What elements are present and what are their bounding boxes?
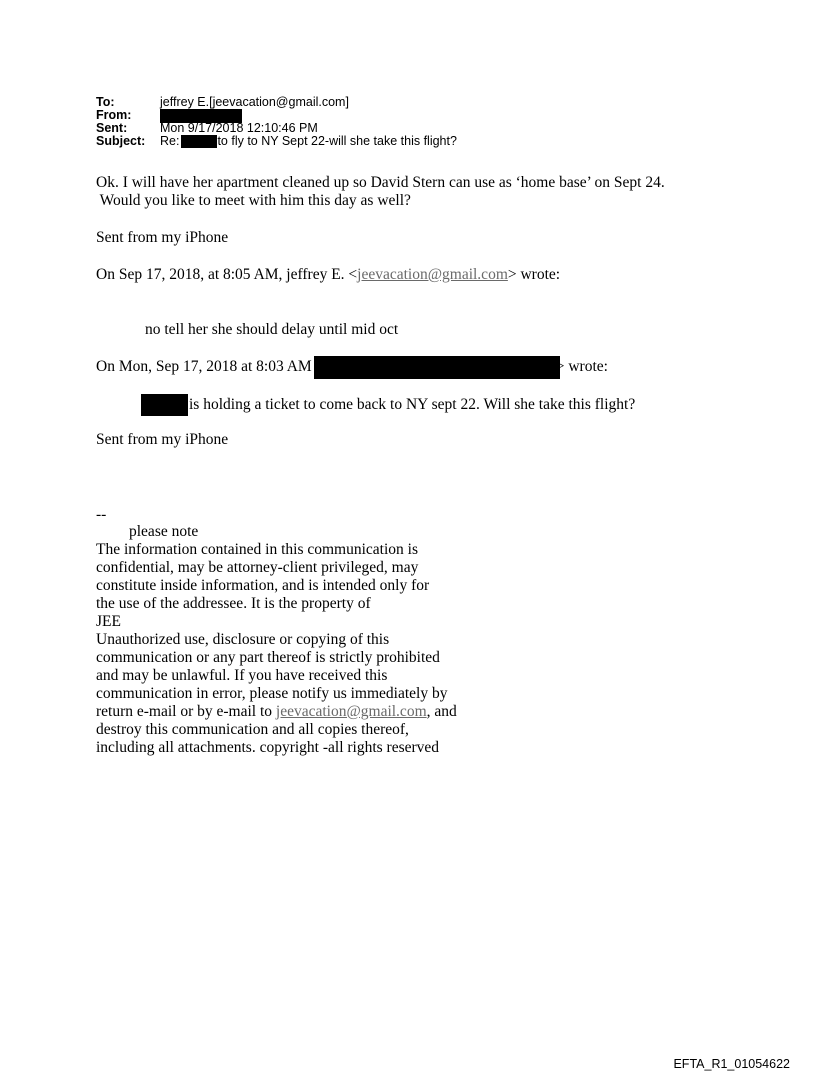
redaction-box: [314, 356, 560, 379]
body-line-1: Ok. I will have her apartment cleaned up so David Stern can use as ‘home base’ on Sept 24.: [96, 174, 665, 191]
redaction-box: [141, 394, 188, 416]
to-value: jeffrey E.[jeevacation@gmail.com]: [160, 95, 349, 109]
subject-value: [160, 135, 457, 148]
disclaimer-line: the use of the addressee. It is the property of: [96, 595, 371, 612]
body-line-2: Would you like to meet with him this day as well?: [96, 192, 411, 209]
disclaimer-line: JEE: [96, 613, 121, 630]
sent-from-iphone-1: Sent from my iPhone: [96, 229, 229, 246]
quote-header-1: [96, 266, 560, 284]
quote1-prefix: On Sep 17, 2018, at 8:05 AM, jeffrey E. <: [96, 266, 358, 283]
disclaimer-line-return: [96, 703, 457, 721]
disclaimer-line: including all attachments. copyright -all rights reserved: [96, 739, 440, 756]
disclaimer-line: Unauthorized use, disclosure or copying of this: [96, 631, 390, 648]
disclaimer-line: communication in error, please notify us immediately by: [96, 685, 448, 702]
quoted-message: [141, 396, 635, 416]
disclaimer-line: communication or any part thereof is strictly prohibited: [96, 649, 440, 666]
disclaimer-line: and may be unlawful. If you have received this: [96, 667, 388, 684]
disclaimer-line: confidential, may be attorney-client privileged, may: [96, 559, 419, 576]
quote2-suffix: > wrote:: [555, 358, 608, 375]
subject-rest: to fly to NY Sept 22-will she take this flight?: [217, 134, 457, 148]
reply-text: no tell her she should delay until mid oct: [145, 321, 399, 338]
please-note: please note: [129, 523, 199, 540]
disclaimer-block: [96, 541, 457, 757]
disclaimer-email-link[interactable]: jeevacation@gmail.com: [275, 703, 427, 720]
subject-label: Subject:: [96, 134, 146, 148]
sent-from-iphone-2: Sent from my iPhone: [96, 431, 229, 448]
quote1-email-link[interactable]: jeevacation@gmail.com: [357, 266, 508, 283]
disclaimer-line: destroy this communication and all copies thereof,: [96, 721, 409, 738]
redaction-box: [181, 135, 217, 148]
disclaimer-line: The information contained in this communication is: [96, 541, 418, 558]
signature-dashes: --: [96, 506, 107, 523]
sent-label: Sent:: [96, 121, 128, 135]
return-prefix: return e-mail or by e-mail to: [96, 703, 276, 720]
document-id: EFTA_R1_01054622: [673, 1057, 790, 1071]
subject-prefix: Re:: [160, 134, 180, 148]
sent-value: Mon 9/17/2018 12:10:46 PM: [160, 121, 318, 135]
disclaimer-line: constitute inside information, and is intended only for: [96, 577, 430, 594]
quote1-suffix: > wrote:: [507, 266, 561, 283]
to-label: To:: [96, 95, 115, 109]
from-label: From:: [96, 108, 132, 122]
quote-header-2: [96, 358, 608, 379]
quote2-prefix: On Mon, Sep 17, 2018 at 8:03 AM: [96, 358, 312, 375]
quoted-message-text: is holding a ticket to come back to NY sept 22. Will she take this flight?: [189, 396, 636, 413]
return-suffix: , and: [426, 703, 457, 720]
